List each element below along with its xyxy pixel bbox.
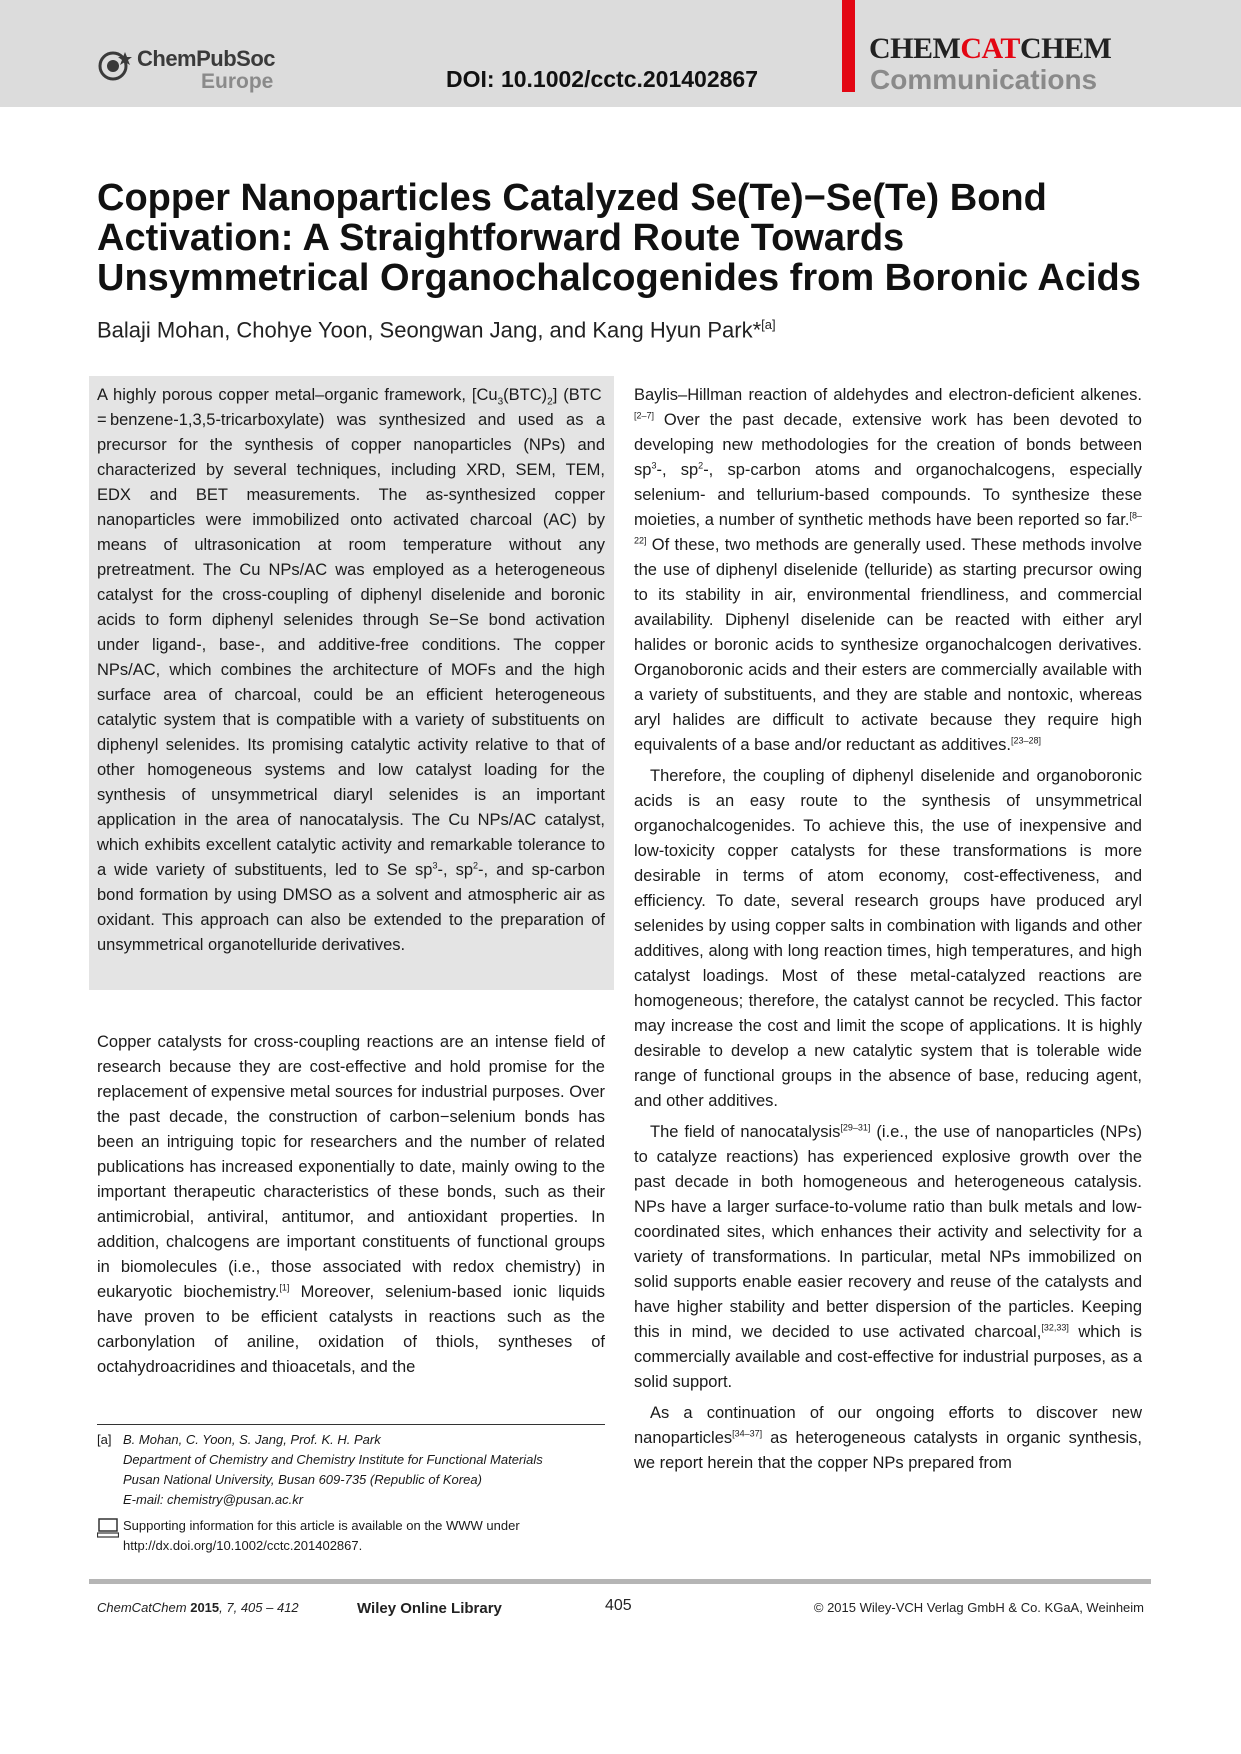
author-names: Balaji Mohan, Chohye Yoon, Seongwan Jang, and Kang Hyun Park* — [97, 317, 762, 343]
star-badge-icon — [97, 48, 133, 84]
citation-ref[interactable]: [23–28] — [1011, 735, 1042, 746]
citation-ref[interactable]: [2–7] — [634, 410, 655, 421]
footnote-authors: B. Mohan, C. Yoon, S. Jang, Prof. K. H. Park — [123, 1432, 381, 1447]
citation-ref[interactable]: [32,33] — [1041, 1322, 1069, 1333]
abstract-subscript: 2 — [547, 396, 553, 408]
footer-copyright: © 2015 Wiley-VCH Verlag GmbH & Co. KGaA, Weinheim — [813, 1600, 1144, 1615]
author-list — [97, 317, 776, 343]
footnote-body — [123, 1430, 603, 1510]
abstract-text: -, and sp-carbon bond formation by using DMSO as a solvent and atmospheric air as oxidant. This approach can also be extended to the preparation of unsymmetrical organotelluride derivatives. — [97, 861, 606, 954]
body-text: (i.e., the use of nanoparticles (NPs) to catalyze reactions) has experienced explosive growth over the past decade in both homogeneous and heterogeneous catalysis. NPs have a larger surface-to-volume ratio than bulk metals and low-coordinated sites, which enhances their activity and selectivity for a variety of transformations. In particular, metal NPs immobilized on solid supports enable easier recovery and reuse of the catalysts and have higher stability and better dispersion of the particles. Keeping this in mind, we decided to use activated charcoal, — [634, 1123, 1142, 1341]
body-text: Over the past decade, extensive work has been devoted to developing new methodologies for the creation of bonds between sp — [634, 411, 1142, 479]
footnote-email[interactable]: E-mail: chemistry@pusan.ac.kr — [123, 1492, 304, 1507]
abstract-superscript: 3 — [432, 860, 438, 871]
body-paragraph: Therefore, the coupling of diphenyl diselenide and organoboronic acids is an easy route to the synthesis of unsymmetrical organochalcogenides. To achieve this, the use of inexpensive and low-toxicity copper catalysts for these transformations is more desirable in terms of atom economy, cost-effectiveness, and efficiency. To date, several research groups have produced aryl selenides by using copper salts in combination with ligands and other additives, along with long reaction times, high temperatures, and high catalyst loadings. Most of these metal-catalyzed reactions are homogeneous; therefore, the catalyst cannot be recycled. This factor may increase the cost and limit the scope of applications. It is highly desirable to develop a new catalytic system that is tolerable wide range of functional groups in the absence of base, reducing agent, and other additives. — [634, 767, 1142, 1110]
logo-line1: ChemPubSoc — [137, 46, 276, 71]
abstract — [97, 383, 605, 958]
body-paragraph — [634, 383, 1142, 758]
page-number: 405 — [605, 1597, 632, 1614]
page-header — [0, 0, 1241, 107]
affiliation-mark[interactable]: [a] — [761, 317, 776, 332]
superscript: 3 — [651, 460, 657, 471]
superscript: 2 — [698, 460, 704, 471]
citation-ref[interactable]: [8–22] — [634, 510, 1142, 546]
body-text: The field of nanocatalysis — [650, 1123, 841, 1141]
citation-ref[interactable]: [1] — [279, 1282, 290, 1293]
chempubsoc-logo — [97, 44, 287, 96]
footnote-label: [a] — [97, 1432, 112, 1447]
footer-year: 2015 — [190, 1600, 220, 1615]
body-text: -, sp — [656, 461, 699, 479]
supporting-info-line: Supporting information for this article is available on the WWW under — [123, 1518, 520, 1533]
abstract-text: ] (BTC = benzene-1,3,5-tricarboxylate) was synthesized and used as a precursor for the synthesis of copper nanoparticles (NPs) and characterized by several techniques, including XRD, SEM, TEM, EDX and BET measurements. The as-synthesized copper nanoparticles were immobilized onto activated charcoal (AC) by means of ultrasonication at room temperature without any pretreatment. The Cu NPs/AC was employed as a heterogeneous catalyst for the cross-coupling of diphenyl diselenide and boronic acids to form diphenyl selenides through Se−Se bond activation under ligand-, base-, and additive-free conditions. The copper NPs/AC, which combines the architecture of MOFs and the high surface area of charcoal, could be an efficient heterogeneous catalytic system that is compatible with a variety of substituents on diphenyl selenides. Its promising catalytic activity relative to that of other homogeneous systems and low catalyst loading for the synthesis of unsymmetrical diaryl selenides is an important application in the area of nanocatalysis. The Cu NPs/AC catalyst, which exhibits excellent catalytic activity and remarkable tolerance to a wide variety of substituents, led to Se sp — [97, 386, 606, 879]
abstract-text: A highly porous copper metal–organic framework, [Cu — [97, 386, 498, 404]
doi[interactable]: DOI: 10.1002/cctc.201402867 — [446, 66, 759, 92]
logo-line2: Europe — [201, 70, 274, 93]
abstract-text: (BTC) — [503, 386, 548, 404]
supporting-info-text — [123, 1516, 603, 1556]
body-text: Moreover, selenium-based ionic liquids have proven to be efficient catalysts in reactions such as the carbonylation of aniline, oxidation of thiols, syntheses of octahydroacridines and thioacetals, and the — [97, 1283, 605, 1376]
body-text: -, sp-carbon atoms and organochalcogens, especially selenium- and tellurium-based compounds. To synthesize these moieties, a number of synthetic methods have been reported so far. — [634, 461, 1142, 529]
body-text: Baylis–Hillman reaction of aldehydes and electron-deficient alkenes. — [634, 386, 1142, 404]
article-section: Communications — [870, 64, 1098, 95]
article-title: Copper Nanoparticles Catalyzed Se(Te)−Se(Te) Bond Activation: A Straightforward Route Towards Unsymmetrical Organochalcogenides from Boronic Acids — [97, 177, 1141, 299]
body-paragraph — [634, 1120, 1142, 1395]
footer-volume-pages: , 7, 405 – 412 — [219, 1600, 299, 1615]
journal-accent-bar — [842, 0, 855, 92]
supporting-info-link[interactable]: http://dx.doi.org/10.1002/cctc.201402867. — [123, 1538, 363, 1553]
right-column — [634, 383, 1142, 1476]
footnote-university: Pusan National University, Busan 609-735 (Republic of Korea) — [123, 1472, 482, 1487]
footnote-department: Department of Chemistry and Chemistry Institute for Functional Materials — [123, 1452, 543, 1467]
footer-citation — [97, 1600, 299, 1615]
body-text: as heterogeneous catalysts in organic synthesis, we report herein that the copper NPs prepared from — [634, 1429, 1142, 1472]
abstract-paragraph — [97, 383, 605, 958]
computer-icon — [97, 1518, 119, 1538]
journal-name-part2: CAT — [960, 32, 1020, 65]
body-text: Of these, two methods are generally used. These methods involve the use of diphenyl diselenide (telluride) as starting precursor owing to its stability in air, environmental friendliness, and commercial availability. Diphenyl diselenide can be reacted with either aryl halides or boronic acids to synthesize organochalcogen derivatives. Organoboronic acids and their esters are commercially available with a variety of substituents, and they are stable and nontoxic, whereas aryl halides are difficult to activate because they require high equivalents of a base and/or reductant as additives. — [634, 536, 1142, 754]
footnote-divider — [97, 1424, 605, 1425]
intro-column — [97, 1030, 605, 1380]
journal-name-part1: CHEM — [869, 32, 961, 65]
footer-journal: ChemCatChem — [97, 1600, 187, 1615]
abstract-subscript: 3 — [497, 396, 504, 408]
citation-ref[interactable]: [29–31] — [840, 1122, 871, 1133]
body-text: Copper catalysts for cross-coupling reactions are an intense field of research because they are cost-effective and hold promise for the replacement of expensive metal sources for industrial purposes. Over the past decade, the construction of carbon−selenium bonds has been an intriguing topic for researchers and the number of related publications has increased exponentially to date, mainly owing to the important therapeutic characteristics of these bonds, such as their antimicrobial, antiviral, antitumor, and antioxidant properties. In addition, chalcogens are important constituents of functional groups in biomolecules (i.e., those associated with redox chemistry) in eukaryotic biochemistry. — [97, 1033, 605, 1301]
body-text: which is commercially available and cost-effective for industrial purposes, as a solid support. — [634, 1323, 1142, 1391]
body-paragraph — [634, 1401, 1142, 1476]
footer-divider — [89, 1579, 1151, 1584]
body-text: As a continuation of our ongoing efforts to discover new nanoparticles — [634, 1404, 1142, 1447]
journal-name-part3: CHEM — [1019, 32, 1112, 65]
citation-ref[interactable]: [34–37] — [732, 1428, 763, 1439]
footer-publisher-library[interactable]: Wiley Online Library — [357, 1600, 502, 1617]
journal-name — [869, 32, 1111, 66]
abstract-text: -, sp — [437, 861, 474, 879]
intro-paragraph — [97, 1030, 605, 1380]
abstract-superscript: 2 — [473, 860, 479, 871]
